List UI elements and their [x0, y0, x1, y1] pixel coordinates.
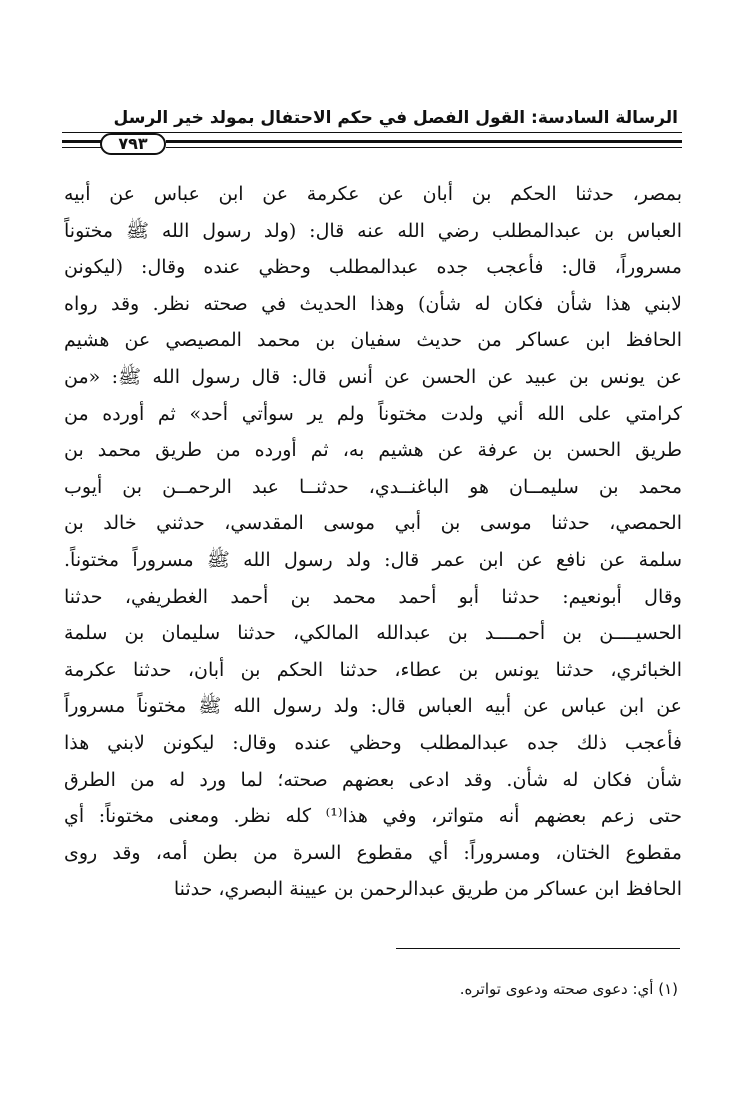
text-line: الحافظ ابن عساكر من طريق عبدالرحمن بن عيينة البصري، حدثنا [173, 878, 682, 901]
text-line: عن ابن عباس عن أبيه العباس قال: ولد رسول الله ﷺ مختوناً مسروراً [64, 695, 682, 718]
text-line: وقال أبونعيم: حدثنا أبو أحمد محمد بن أحمد الغطريفي، حدثنا [64, 585, 682, 608]
text-line: الخبائري، حدثنا يونس بن عطاء، حدثنا الحكم بن أبان، حدثنا عكرمة [64, 658, 682, 681]
text-line: بمصر، حدثنا الحكم بن أبان عن عكرمة عن ابن عباس عن أبيه [64, 183, 682, 205]
text-line: الحمصي، حدثنا موسى بن أبي موسى المقدسي، حدثني خالد بن [64, 512, 682, 535]
text-line: عن يونس بن عبيد عن الحسن عن أنس قال: قال رسول الله ﷺ: «من [64, 365, 682, 388]
footnote: (١) أي: دعوى صحته ودعوى تواتره. [459, 980, 678, 998]
text-line: مقطوع الختان، ومسروراً: أي مقطوع السرة من بطن أمه، وقد روى [64, 841, 682, 864]
text-line: كرامتي على الله أني ولدت مختوناً ولم ير سوأتي أحد» ثم أورده من [64, 402, 682, 425]
text-line: الحسيــــن بن أحمــــد بن عبدالله المالكي، حدثنا سليمان بن سلمة [64, 622, 682, 645]
text-line: طريق الحسن بن عرفة عن هشيم به، ثم أورده من طريق محمد بن [64, 439, 682, 462]
text-line: مسروراً، قال: فأعجب جده عبدالمطلب وحظي عنده وقال: (ليكونن [64, 256, 682, 279]
text-line: فأعجب ذلك جده عبدالمطلب وحظي عنده وقال: ليكونن لابني هذا [64, 731, 682, 754]
page-number-badge: ٧٩٣ [100, 133, 166, 155]
text-line: لابني هذا شأن فكان له شأن) وهذا الحديث في صحته نظر. وقد رواه [64, 292, 682, 315]
running-header-title: الرسالة السادسة: القول الفصل في حكم الاحتفال بمولد خير الرسل [113, 108, 678, 128]
text-line: شأن فكان له شأن. وقد ادعى بعضهم صحته؛ لما ورد له من الطرق [64, 768, 682, 791]
main-text [64, 176, 682, 908]
text-line: حتى زعم بعضهم أنه متواتر، وفي هذا⁽¹⁾ كله نظر. ومعنى مختوناً: أي [64, 805, 682, 828]
text-line: سلمة عن نافع عن ابن عمر قال: ولد رسول الله ﷺ مسروراً مختوناً. [64, 548, 682, 571]
text-line: العباس بن عبدالمطلب رضي الله عنه قال: (ولد رسول الله ﷺ مختوناً [64, 219, 682, 242]
text-line: محمد بن سليمــان هو الباغنــدي، حدثنــا عبد الرحمــن بن أيوب [64, 475, 682, 498]
text-line: الحافظ ابن عساكر من حديث سفيان بن محمد المصيصي عن هشيم [64, 329, 682, 352]
header-rule-band-right [166, 140, 682, 148]
footnote-separator [396, 948, 680, 949]
header-rule-band-left [62, 140, 102, 148]
